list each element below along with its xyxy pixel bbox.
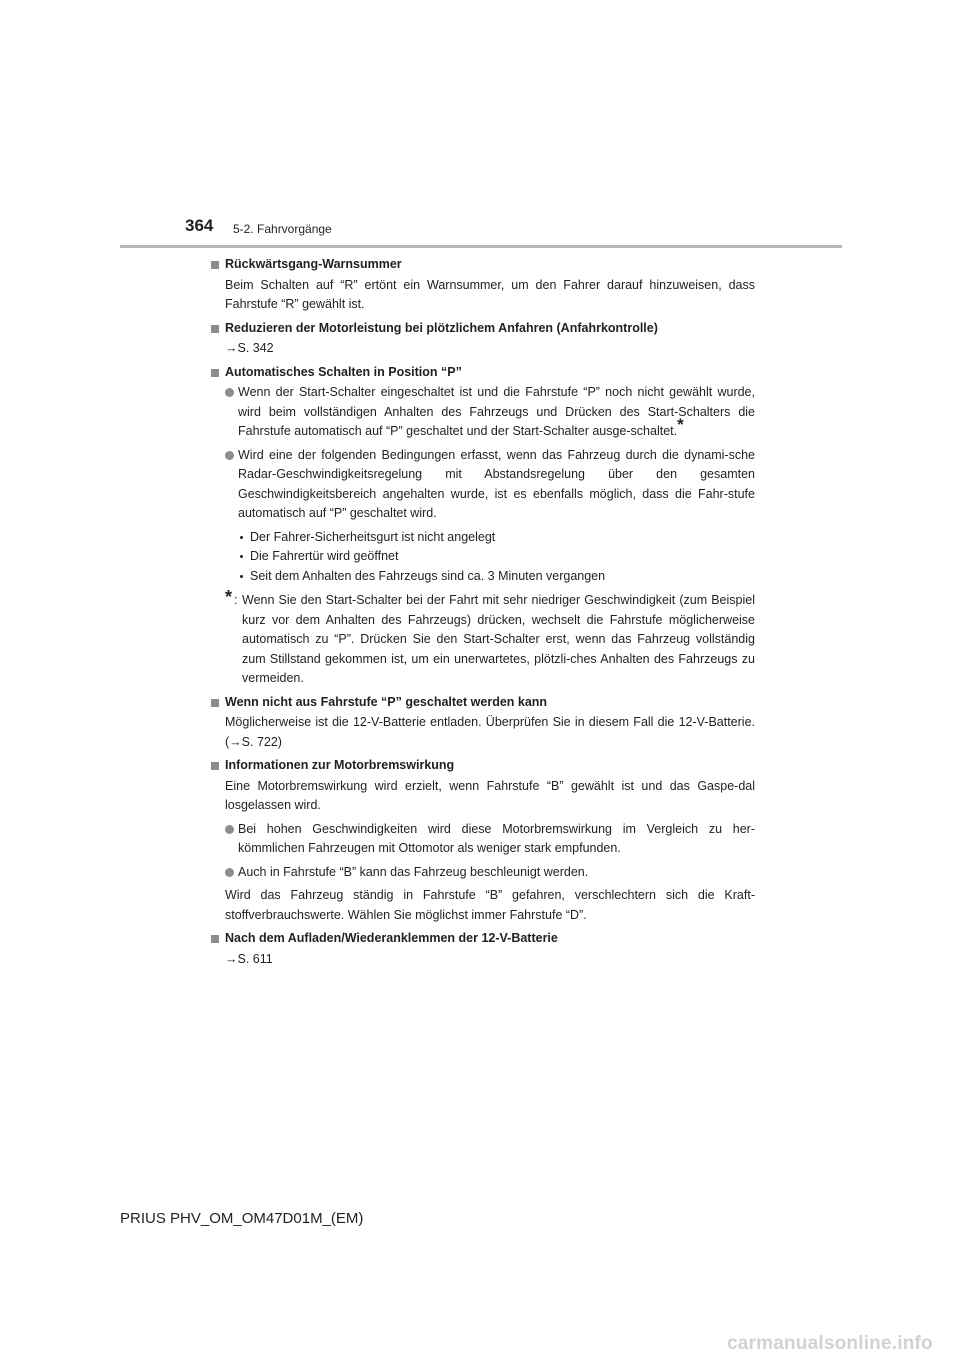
chapter-title: 5-2. Fahrvorgänge (233, 222, 332, 236)
header-rule (120, 245, 842, 248)
small-dot-icon (240, 555, 243, 558)
bullet-item: Auch in Fahrstufe “B” kann das Fahrzeug beschleunigt werden. (225, 863, 755, 883)
paragraph: Möglicherweise ist die 12-V-Batterie entladen. Überprüfen Sie in diesem Fall die 12-V-Batterie. (→S. 722) (225, 715, 755, 749)
list-item: Die Fahrertür wird geöffnet (238, 547, 755, 567)
section-title: Informationen zur Motorbremswirkung (210, 756, 755, 776)
circle-bullet-icon (225, 388, 234, 397)
section-reverse-buzzer (210, 255, 755, 315)
page-reference: →S. 611 (225, 951, 273, 966)
paragraph: Wird das Fahrzeug ständig in Fahrstufe “B” gefahren, verschlechtern sich die Kraft-stoffverbrauchswerte. Wählen Sie möglichst immer Fahrstufe “D”. (225, 888, 755, 922)
section-battery-reconnect (210, 929, 755, 969)
bullet-item: Wird eine der folgenden Bedingungen erfasst, wenn das Fahrzeug durch die dynami-sche Radar-Geschwindigkeitsregelung mit Abstandsregelung über den gesamten Geschwindigkeitsbereich angehalten wurde, ist es ebenfalls möglich, dass die Fahr-stufe automatisch auf “P” geschaltet wird. (225, 446, 755, 524)
section-cannot-shift-from-p (210, 693, 755, 753)
section-title: Reduzieren der Motorleistung bei plötzlichem Anfahren (Anfahrkontrolle) (210, 319, 755, 339)
section-title: Nach dem Aufladen/Wiederanklemmen der 12-V-Batterie (210, 929, 755, 949)
square-bullet-icon (211, 261, 219, 269)
square-bullet-icon (211, 325, 219, 333)
section-auto-p (210, 363, 755, 689)
watermark: carmanualsonline.info (727, 1333, 933, 1354)
footnote-star: * (677, 415, 684, 434)
square-bullet-icon (211, 762, 219, 770)
footnote-marker: * (225, 587, 233, 607)
footnote: * : Wenn Sie den Start-Schalter bei der Fahrt mit sehr niedriger Geschwindigkeit (zum Beispiel kurz vor dem Anhalten des Fahrzeugs) drücken, wechselt die Fahrstufe möglicherweise automatisch zu “P”. Drücken Sie den Start-Schalter erst, wenn das Fahrzeug vollständig zum Stillstand gekommen ist, um ein unerwartetes, plötzli-ches Anhalten des Fahrzeugs zu vermeiden. (225, 587, 755, 685)
condition-list (210, 528, 755, 587)
list-item: Der Fahrer-Sicherheitsgurt ist nicht angelegt (238, 528, 755, 548)
paragraph: Eine Motorbremswirkung wird erzielt, wenn Fahrstufe “B” gewählt ist und das Gaspe-dal losgelassen wird. (225, 778, 755, 812)
list-item: Seit dem Anhalten des Fahrzeugs sind ca. 3 Minuten vergangen (238, 567, 755, 587)
page-reference: →S. 342 (225, 341, 274, 355)
paragraph: Beim Schalten auf “R” ertönt ein Warnsummer, um den Fahrer darauf hinzuweisen, dass Fahrstufe “R” gewählt ist. (225, 277, 755, 311)
bullet-item: Wenn der Start-Schalter eingeschaltet ist und die Fahrstufe “P” noch nicht gewählt wurde, wird beim vollständigen Anhalten des Fahrzeugs und Drücken des Start-Schalters die Fahrstufe automatisch auf “P” geschaltet und der Start-Schalter ausge-schaltet.* (225, 383, 755, 442)
bullet-item: Bei hohen Geschwindigkeiten wird diese Motorbremswirkung im Vergleich zu her-kömmlichen Fahrzeugen mit Ottomotor als weniger stark empfunden. (225, 820, 755, 859)
page-number: 364 (185, 216, 214, 235)
small-dot-icon (240, 536, 243, 539)
square-bullet-icon (211, 369, 219, 377)
section-drive-start-control (210, 319, 755, 359)
section-title: Rückwärtsgang-Warnsummer (210, 255, 755, 275)
page-content (210, 255, 755, 973)
circle-bullet-icon (225, 451, 234, 460)
section-engine-braking (210, 756, 755, 925)
section-title: Automatisches Schalten in Position “P” (210, 363, 755, 383)
square-bullet-icon (211, 935, 219, 943)
square-bullet-icon (211, 699, 219, 707)
small-dot-icon (240, 575, 243, 578)
document-code: PRIUS PHV_OM_OM47D01M_(EM) (120, 1210, 364, 1227)
circle-bullet-icon (225, 868, 234, 877)
section-title: Wenn nicht aus Fahrstufe “P” geschaltet werden kann (210, 693, 755, 713)
circle-bullet-icon (225, 825, 234, 834)
